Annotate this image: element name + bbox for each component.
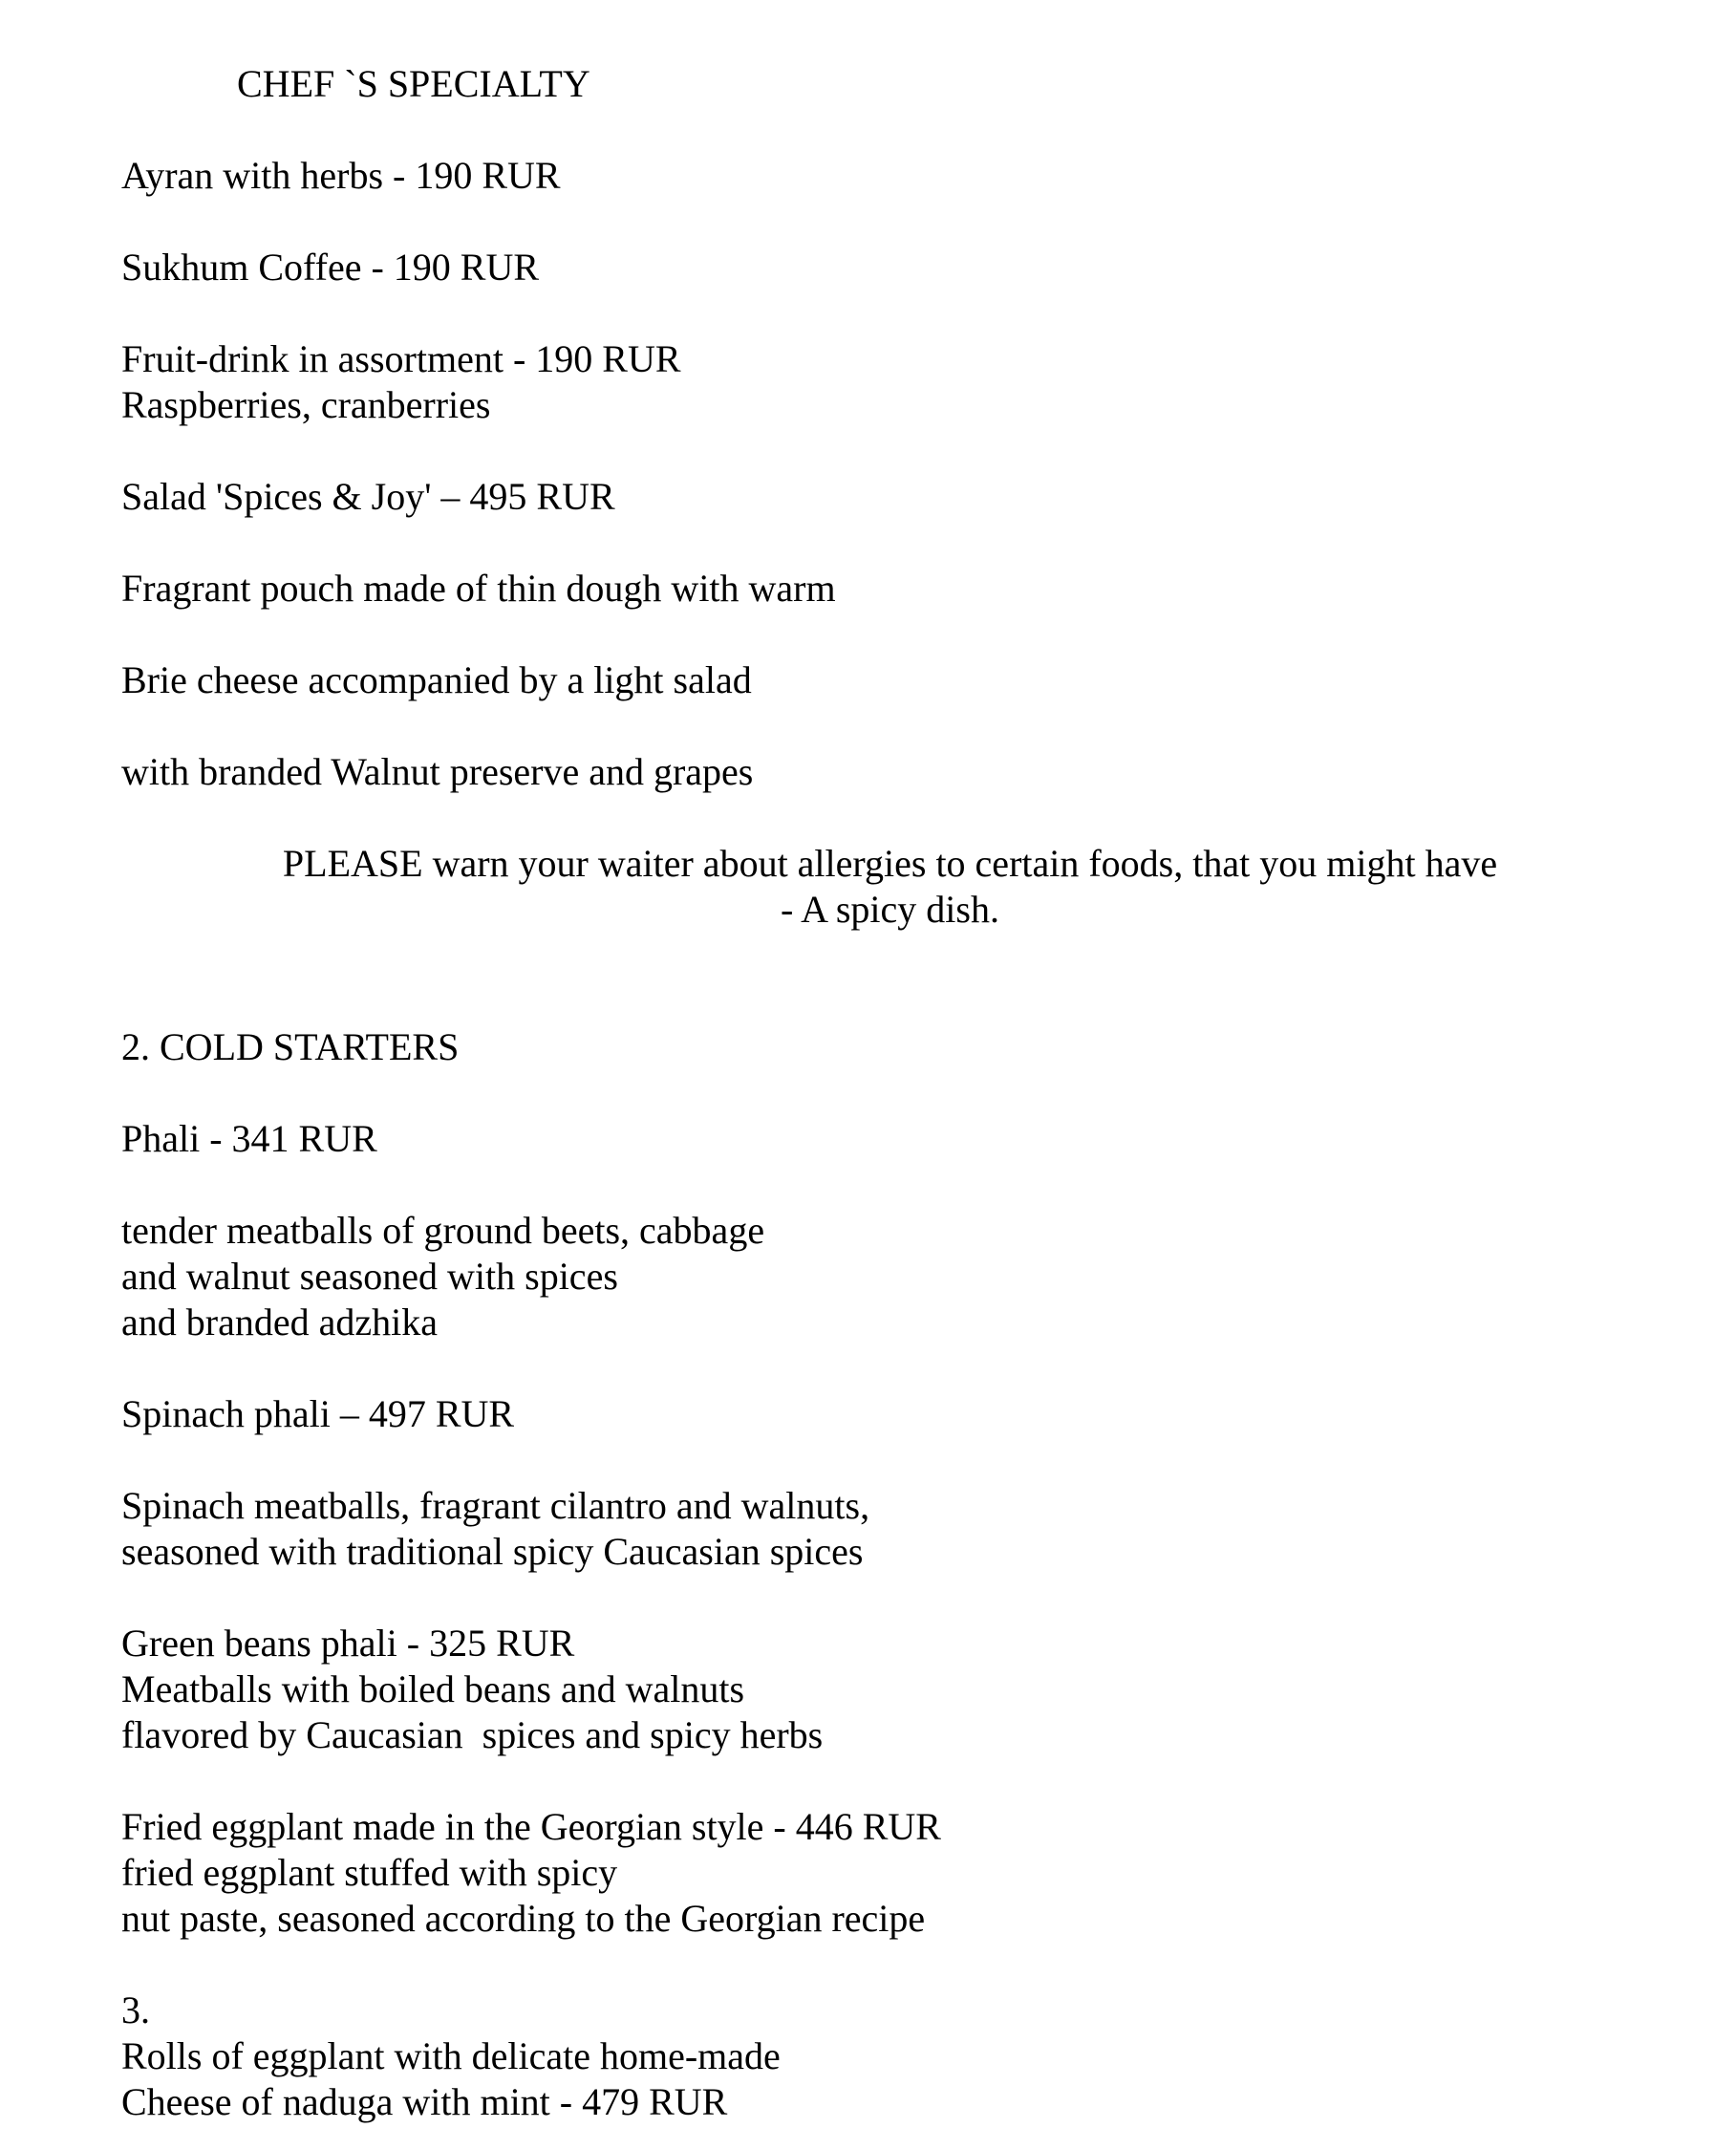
menu-item: Fried eggplant made in the Georgian style - 446 RUR xyxy=(121,1805,941,1848)
menu-item: Ayran with herbs - 190 RUR xyxy=(121,154,561,197)
menu-item: Sukhum Coffee - 190 RUR xyxy=(121,246,540,289)
spicy-dish-note: - A spicy dish. xyxy=(781,888,999,931)
menu-item-description: nut paste, seasoned according to the Georgian recipe xyxy=(121,1897,926,1940)
menu-item-description: Rolls of eggplant with delicate home-made xyxy=(121,2034,781,2077)
menu-item: Phali - 341 RUR xyxy=(121,1117,377,1160)
menu-item-description: and walnut seasoned with spices xyxy=(121,1255,618,1298)
menu-item-description: seasoned with traditional spicy Caucasian spices xyxy=(121,1530,864,1573)
chef-specialty-title: CHEF `S SPECIALTY xyxy=(237,62,590,105)
menu-item: Fruit-drink in assortment - 190 RUR xyxy=(121,337,681,380)
menu-item: Green beans phali - 325 RUR xyxy=(121,1622,575,1665)
menu-item-description: fried eggplant stuffed with spicy xyxy=(121,1851,618,1894)
menu-item: Salad 'Spices & Joy' – 495 RUR xyxy=(121,475,615,518)
menu-item-description: Raspberries, cranberries xyxy=(121,383,491,426)
allergy-notice-line: PLEASE warn your waiter about allergies to certain foods, that you might have xyxy=(282,842,1498,885)
menu-item-description: Meatballs with boiled beans and walnuts xyxy=(121,1667,745,1710)
menu-item-description: Brie cheese accompanied by a light salad xyxy=(121,658,752,701)
menu-item-description: Fragrant pouch made of thin dough with warm xyxy=(121,567,836,610)
menu-item-description: with branded Walnut preserve and grapes xyxy=(121,750,754,793)
menu-item: Spinach phali – 497 RUR xyxy=(121,1392,515,1435)
menu-item-description: flavored by Caucasian spices and spicy herbs xyxy=(121,1713,824,1756)
cold-starters-title: 2. COLD STARTERS xyxy=(121,1025,460,1068)
menu-item-description: Spinach meatballs, fragrant cilantro and walnuts, xyxy=(121,1484,870,1527)
menu-item: Cheese of naduga with mint - 479 RUR xyxy=(121,2080,728,2123)
menu-item-number: 3. xyxy=(121,1989,150,2032)
menu-item-description: and branded adzhika xyxy=(121,1301,438,1344)
menu-item-description: tender meatballs of ground beets, cabbage xyxy=(121,1209,765,1252)
